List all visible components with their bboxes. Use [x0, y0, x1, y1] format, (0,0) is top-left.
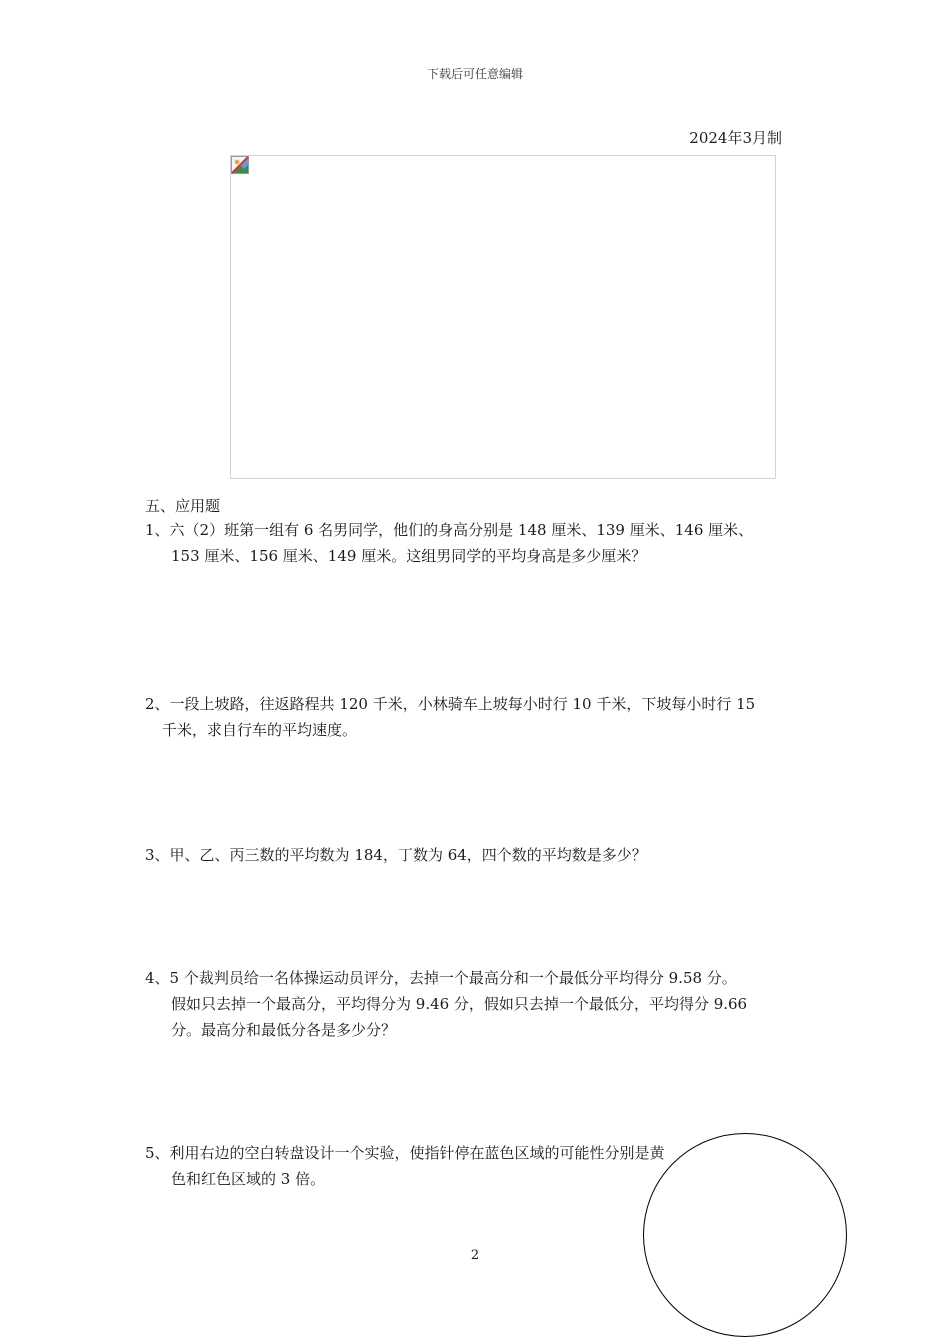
- blank-spinner-circle: [643, 1133, 847, 1337]
- question-4: [145, 965, 747, 1043]
- date-label: 2024年3月制: [689, 129, 782, 147]
- question-5: [145, 1140, 665, 1192]
- question-3: [145, 842, 647, 868]
- broken-image-icon: [231, 156, 249, 174]
- question-5-line-2: 色和红色区域的 3 倍。: [171, 1170, 326, 1188]
- question-1-line-2: 153 厘米、156 厘米、149 厘米。这组男同学的平均身高是多少厘米？: [171, 547, 647, 565]
- question-2-line-1: 2、一段上坡路，往返路程共 120 千米，小林骑车上坡每小时行 10 千米，下坡每小时行 15: [145, 695, 756, 713]
- image-placeholder: [230, 155, 776, 479]
- question-2: [145, 691, 755, 743]
- question-3-line-1: 3、甲、乙、丙三数的平均数为 184，丁数为 64，四个数的平均数是多少？: [145, 846, 647, 864]
- question-1: [145, 517, 753, 569]
- question-2-line-2: 千米，求自行车的平均速度。: [162, 721, 358, 739]
- question-4-line-1: 4、5 个裁判员给一名体操运动员评分，去掉一个最高分和一个最低分平均得分 9.58 分。: [145, 969, 737, 987]
- page-header: 下载后可任意编辑: [426, 67, 523, 81]
- question-1-line-1: 1、六（2）班第一组有 6 名男同学，他们的身高分别是 148 厘米、139 厘米、146 厘米、: [145, 521, 754, 539]
- page-number: 2: [470, 1248, 480, 1263]
- question-4-line-2: 假如只去掉一个最高分，平均得分为 9.46 分，假如只去掉一个最低分，平均得分 9.66: [171, 995, 748, 1013]
- section-title: 五、应用题: [145, 497, 221, 515]
- question-4-line-3: 分。最高分和最低分各是多少分？: [171, 1021, 397, 1039]
- question-5-line-1: 5、利用右边的空白转盘设计一个实验，使指针停在蓝色区域的可能性分别是黄: [145, 1144, 665, 1162]
